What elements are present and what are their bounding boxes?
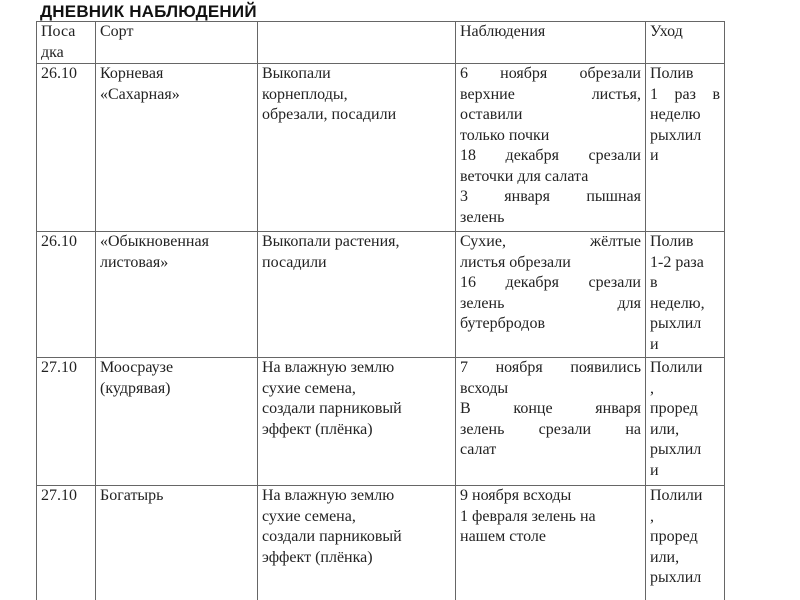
header-variety: Сорт <box>96 22 258 64</box>
observation-line: листья обрезали <box>460 253 571 271</box>
actions-line: эффект (плёнка) <box>262 420 373 438</box>
cell-variety <box>96 232 258 358</box>
care-line: Полили <box>650 487 703 504</box>
cell-date: 27.10 <box>37 486 96 600</box>
table-row <box>37 358 725 486</box>
care-line: в <box>650 274 658 291</box>
care-line: прорeд <box>650 400 698 417</box>
care-line: 1-2 раза <box>650 253 704 271</box>
cell-date: 27.10 <box>37 358 96 486</box>
actions-line: На влажную землю <box>262 487 395 504</box>
observation-line: зелень <box>460 208 505 226</box>
care-line: , <box>650 507 654 525</box>
actions-line: сухие семена, <box>262 507 356 525</box>
actions-line: Выкопали <box>262 65 331 82</box>
observation-line: зелень срезали на <box>460 420 641 438</box>
variety-line: «Сахарная» <box>100 85 180 103</box>
cell-actions <box>258 64 456 232</box>
observation-line: 16 декабря срезали <box>460 274 641 291</box>
cell-variety <box>96 358 258 486</box>
actions-line: эффект (плёнка) <box>262 548 373 566</box>
observation-line: В конце января <box>460 400 641 417</box>
header-planting <box>37 22 96 64</box>
variety-line: Корневая <box>100 65 164 82</box>
observation-diary-table <box>36 21 725 600</box>
actions-line: создали парниковый <box>262 400 402 417</box>
cell-actions <box>258 232 456 358</box>
cell-care <box>646 486 725 600</box>
observation-line: всходы <box>460 379 509 397</box>
table-row <box>37 232 725 358</box>
observation-line: оставили <box>460 106 523 123</box>
cell-variety <box>96 64 258 232</box>
care-line: , <box>650 379 654 397</box>
care-line: рыхлил <box>650 126 702 144</box>
actions-line: Выкопали растения, <box>262 233 400 250</box>
cell-date: 26.10 <box>37 64 96 232</box>
observation-line: нашем столе <box>460 528 546 545</box>
actions-line: корнеплоды, <box>262 85 348 103</box>
care-line: 1 раз в <box>650 85 720 103</box>
cell-observations <box>456 232 646 358</box>
header-observations: Наблюдения <box>456 22 646 64</box>
care-line: рыхлил <box>650 569 702 586</box>
observation-line: бутербродов <box>460 315 545 332</box>
observation-line: салат <box>460 441 497 458</box>
actions-line: На влажную землю <box>262 359 395 376</box>
table-row <box>37 64 725 232</box>
cell-observations <box>456 486 646 600</box>
header-actions <box>258 22 456 64</box>
observation-line: 18 декабря срезали <box>460 147 641 164</box>
care-line: Полив <box>650 233 694 250</box>
cell-actions <box>258 358 456 486</box>
cell-date: 26.10 <box>37 232 96 358</box>
observation-line: 9 ноября всходы <box>460 487 572 504</box>
observation-line: 6 ноября обрезали <box>460 65 641 82</box>
document-title: ДНЕВНИК НАБЛЮДЕНИЙ <box>40 2 257 21</box>
cell-variety <box>96 486 258 600</box>
care-line: и <box>650 147 659 164</box>
cell-actions <box>258 486 456 600</box>
header-planting-line: Поса <box>41 23 76 40</box>
care-line: рыхлил <box>650 315 702 332</box>
care-line: прорeд <box>650 528 698 545</box>
variety-line: «Обыкновенная <box>100 233 209 250</box>
table-row <box>37 486 725 600</box>
care-line: и <box>650 335 659 353</box>
care-line: или, <box>650 548 680 566</box>
cell-care <box>646 64 725 232</box>
variety-line: Богатырь <box>100 487 164 504</box>
observation-line: 3 января пышная <box>460 188 641 205</box>
table-header-row <box>37 22 725 64</box>
observation-line: зелень для <box>460 294 641 312</box>
header-planting-line: дка <box>41 43 64 61</box>
variety-line: Моосраузе <box>100 359 174 376</box>
variety-line: (кудрявая) <box>100 379 171 397</box>
care-line: Полили <box>650 359 703 376</box>
cell-care <box>646 232 725 358</box>
actions-line: сухие семена, <box>262 379 356 397</box>
care-line: и <box>650 461 659 479</box>
care-line: неделю <box>650 106 701 123</box>
observation-line: 7 ноября появились <box>460 359 641 376</box>
observation-line: веточки для салата <box>460 167 589 185</box>
observation-line: 1 февраля зелень на <box>460 507 596 525</box>
actions-line: обрезали, посадили <box>262 106 397 123</box>
variety-line: листовая» <box>100 253 169 271</box>
observation-line: Сухие, жёлтые <box>460 233 641 250</box>
observation-line: верхние листья, <box>460 85 641 103</box>
cell-care <box>646 358 725 486</box>
cell-observations <box>456 64 646 232</box>
care-line: неделю, <box>650 294 705 312</box>
cell-observations <box>456 358 646 486</box>
actions-line: посадили <box>262 253 327 271</box>
actions-line: создали парниковый <box>262 528 402 545</box>
care-line: рыхлил <box>650 441 702 458</box>
care-line: Полив <box>650 65 694 82</box>
care-line: или, <box>650 420 680 438</box>
observation-line: только почки <box>460 126 550 144</box>
header-care: Уход <box>646 22 725 64</box>
